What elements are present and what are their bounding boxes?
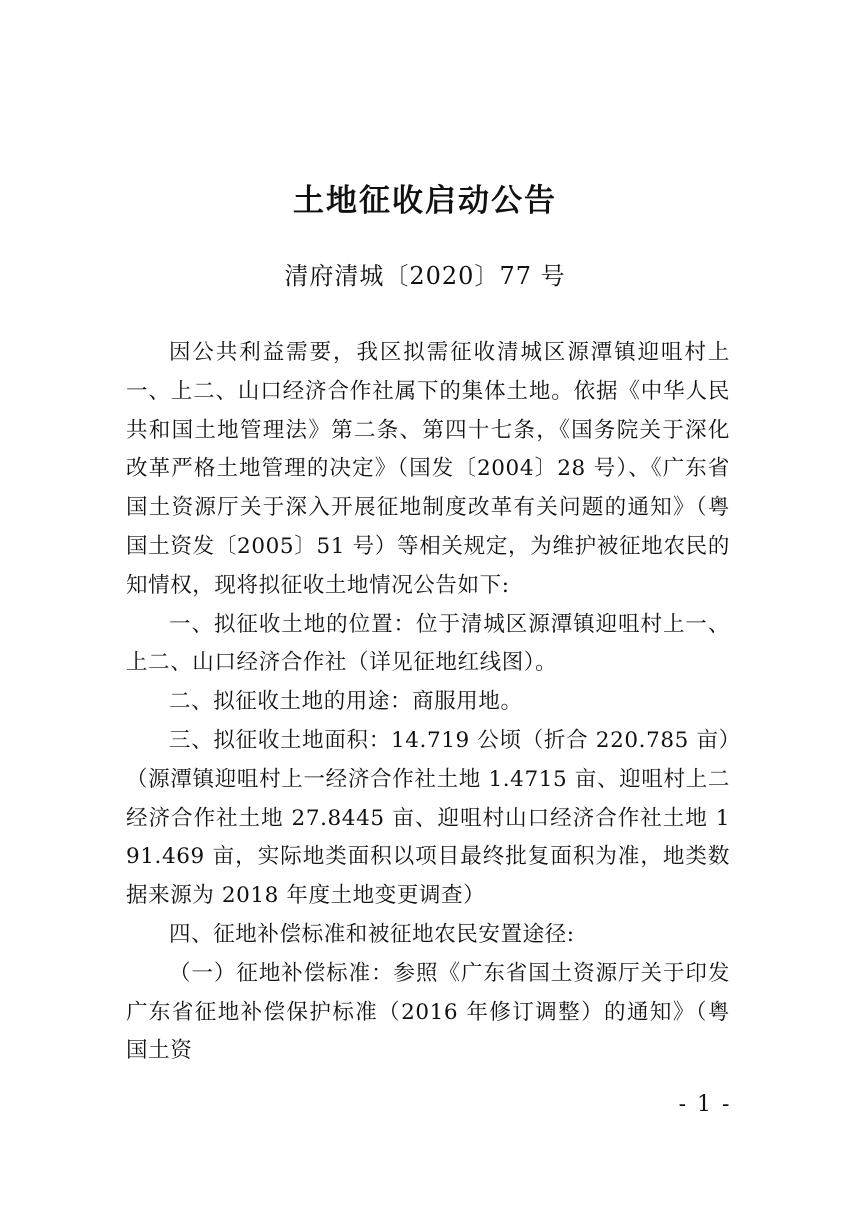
- document-number: 清府清城〔2020〕77 号: [284, 262, 566, 290]
- paragraph-intro: 因公共利益需要，我区拟需征收清城区源潭镇迎咀村上一、上二、山口经济合作社属下的集体土地。依据《中华人民共和国土地管理法》第二条、第四十七条，《国务院关于深化改革严格土地管理的决定》（国发〔2004〕28 号）、《广东省国土资源厅关于深入开展征地制度改革有关问题的通知》（粤国土资发〔2005〕51 号）等相关规定，为维护被征地农民的知情权，现将拟征收土地情况公告如下:: [126, 340, 730, 598]
- page-number: - 1 -: [678, 1092, 732, 1117]
- paragraph-compensation-heading: 四、征地补偿标准和被征地农民安置途径:: [169, 921, 575, 947]
- paragraph-usage: 二、拟征收土地的用途：商服用地。: [169, 689, 523, 715]
- document-body: [126, 334, 730, 1071]
- paragraph-compensation-standard: （一）征地补偿标准：参照《广东省国土资源厅关于印发广东省征地补偿保护标准（2016 年修订调整）的通知》（粤国土资: [126, 960, 730, 1064]
- paragraph-location: 一、拟征收土地的位置：位于清城区源潭镇迎咀村上一、上二、山口经济合作社（详见征地红线图）。: [126, 611, 730, 676]
- document-title: 土地征收启动公告: [293, 183, 557, 219]
- paragraph-area: 三、拟征收土地面积：14.719 公顷（折合 220.785 亩）（源潭镇迎咀村上一经济合作社土地 1.4715 亩、迎咀村上二经济合作社土地 27.8445 亩、迎咀村山口经济合作社土地 191.469 亩，实际地类面积以项目最终批复面积为准，地类数据来源为 2018 年度土地变更调查）: [126, 727, 730, 909]
